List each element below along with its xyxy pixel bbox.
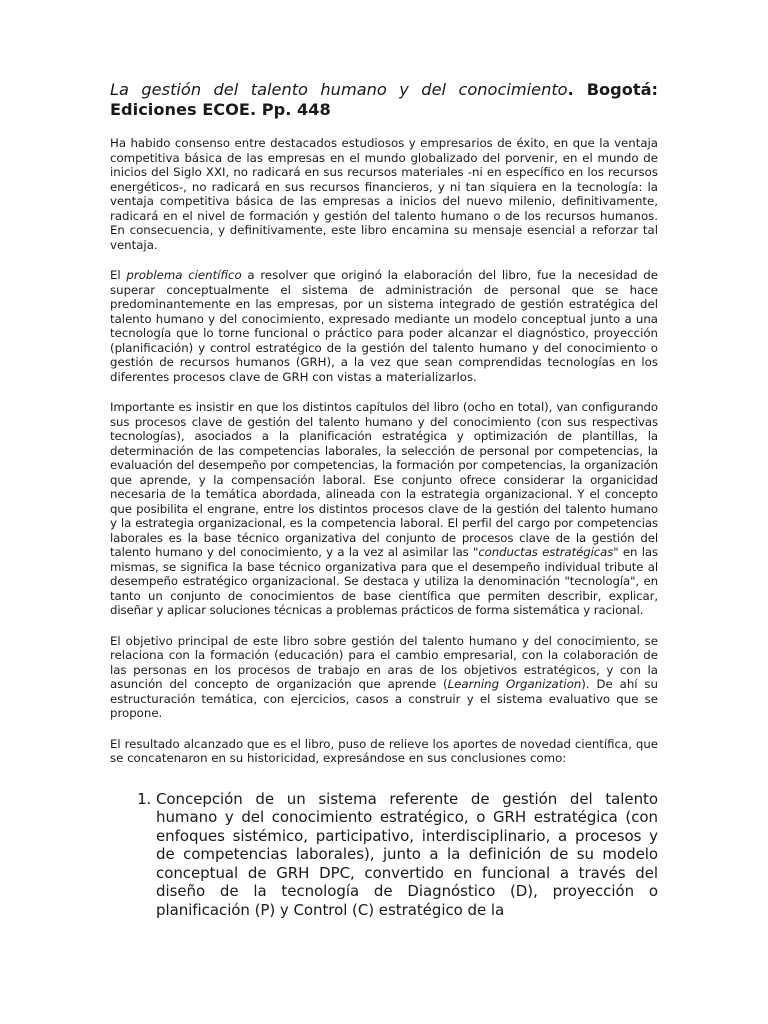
emphasis-text: Learning Organization [447,677,582,691]
book-reference-heading [110,80,658,120]
paragraph-result: El resultado alcanzado que es el libro, puso de relieve los aportes de novedad científica, que se concatenaron en su historicidad, expresándose en sus conclusiones como: [110,736,658,765]
conclusion-item: 1. Concepción de un sistema referente de gestión del talento humano y del conocimiento estratégico, o GRH estratégica (con enfoques sistémico, participativo, interdisciplinario, a procesos y de competencias laborales), junto a la definición de su modelo conceptual de GRH DPC, convertido en funcional a través del diseño de la tecnología de Diagnóstico (D), proyección o planificación (P) y Control (C) estratégico de la [156,790,658,920]
paragraph-chapters [110,400,658,618]
paragraph-text: en las mismas, se significa la base técnico organizativa para que el desempeño individual tribute al desempeño estratégico organizacional. Se destaca y utiliza la denominación "tecnología", en tanto un conjunto de conocimientos de base científica que permiten describir, explicar, diseñar y aplicar soluciones técnicas a problemas prácticos de forma sistemática y racional. [110,545,658,617]
emphasis-text: problema científico [126,268,242,282]
emphasis-text: "conductas estratégicas" [473,545,619,559]
paragraph-text: El [110,268,127,282]
paragraph-objective [110,634,658,721]
paragraph-text: ). De ahí su estructuración temática, con ejercicios, casos a construir y el sistema evaluativo que se propone. [110,677,658,720]
paragraph-consensus: Ha habido consenso entre destacados estudiosos y empresarios de éxito, en que la ventaja competitiva básica de las empresas en el mundo globalizado del porvenir, en el mundo de inicios del Siglo XXI, no radicará en sus recursos materiales -ni en específico en los recursos energéticos-, no radicará en sus recursos financieros, y ni tan siquiera en la tecnología: la ventaja competitiva básica de las empresas a inicios del nuevo milenio, definitivamente, radicará en el nivel de formación y gestión del talento humano o de los recursos humanos. En consecuencia, y definitivamente, este libro encamina su mensaje esencial a reforzar tal ventaja. [110,136,658,252]
paragraph-text: a resolver que originó la elaboración del libro, fue la necesidad de superar conceptualmente el sistema de administración de personal que se hace predominantemente en las empresas, por un sistema integrado de gestión estratégica del talento humano y del conocimiento, expresado mediante un modelo conceptual junto a una tecnología que lo torne funcional o práctico para poder alcanzar el diagnóstico, proyección (planificación) y control estratégico de la gestión del talento humano y del conocimiento o gestión de recursos humanos (GRH), a la vez que sean comprendidas tecnologías en los diferentes procesos clave de GRH con vistas a materializarlos. [110,268,658,384]
conclusions-list [110,790,658,920]
book-title: La gestión del talento humano y del conocimiento [110,80,568,99]
paragraph-scientific-problem [110,268,658,384]
paragraph-text: El objetivo principal de este libro sobre gestión del talento humano y del conocimiento, se relaciona con la formación (educación) para el cambio empresarial, con la colaboración de las personas en los procesos de trabajo en aras de los objetivos estratégicos, y con la asunción del concepto de organización que aprende ( [110,633,658,691]
book-publisher: . Bogotá: Ediciones ECOE. Pp. 448 [110,80,658,119]
paragraph-text: Importante es insistir en que los distintos capítulos del libro (ocho en total), van configurando sus procesos clave de gestión del talento humano y del conocimiento (con sus respectivas tecnologías), asociados a la planificación estratégica y optimización de plantillas, la determinación de las competencias laborales, la selección de personal por competencias, la evaluación del desempeño por competencias, la formación por competencias, la organización que aprende, y la compensación laboral. Ese conjunto ofrece considerar la organicidad necesaria de la temática abordada, alineada con la estrategia organizacional. Y el concepto que posibilita el engrane, entre los distintos procesos clave de la gestión del talento humano y la estrategia organizacional, es la competencia laboral. El perfil del cargo por competencias laborales es la base técnico organizativa del conjunto de procesos clave de la gestión del talento humano y del conocimiento, y a la vez al asimilar las [110,400,658,559]
